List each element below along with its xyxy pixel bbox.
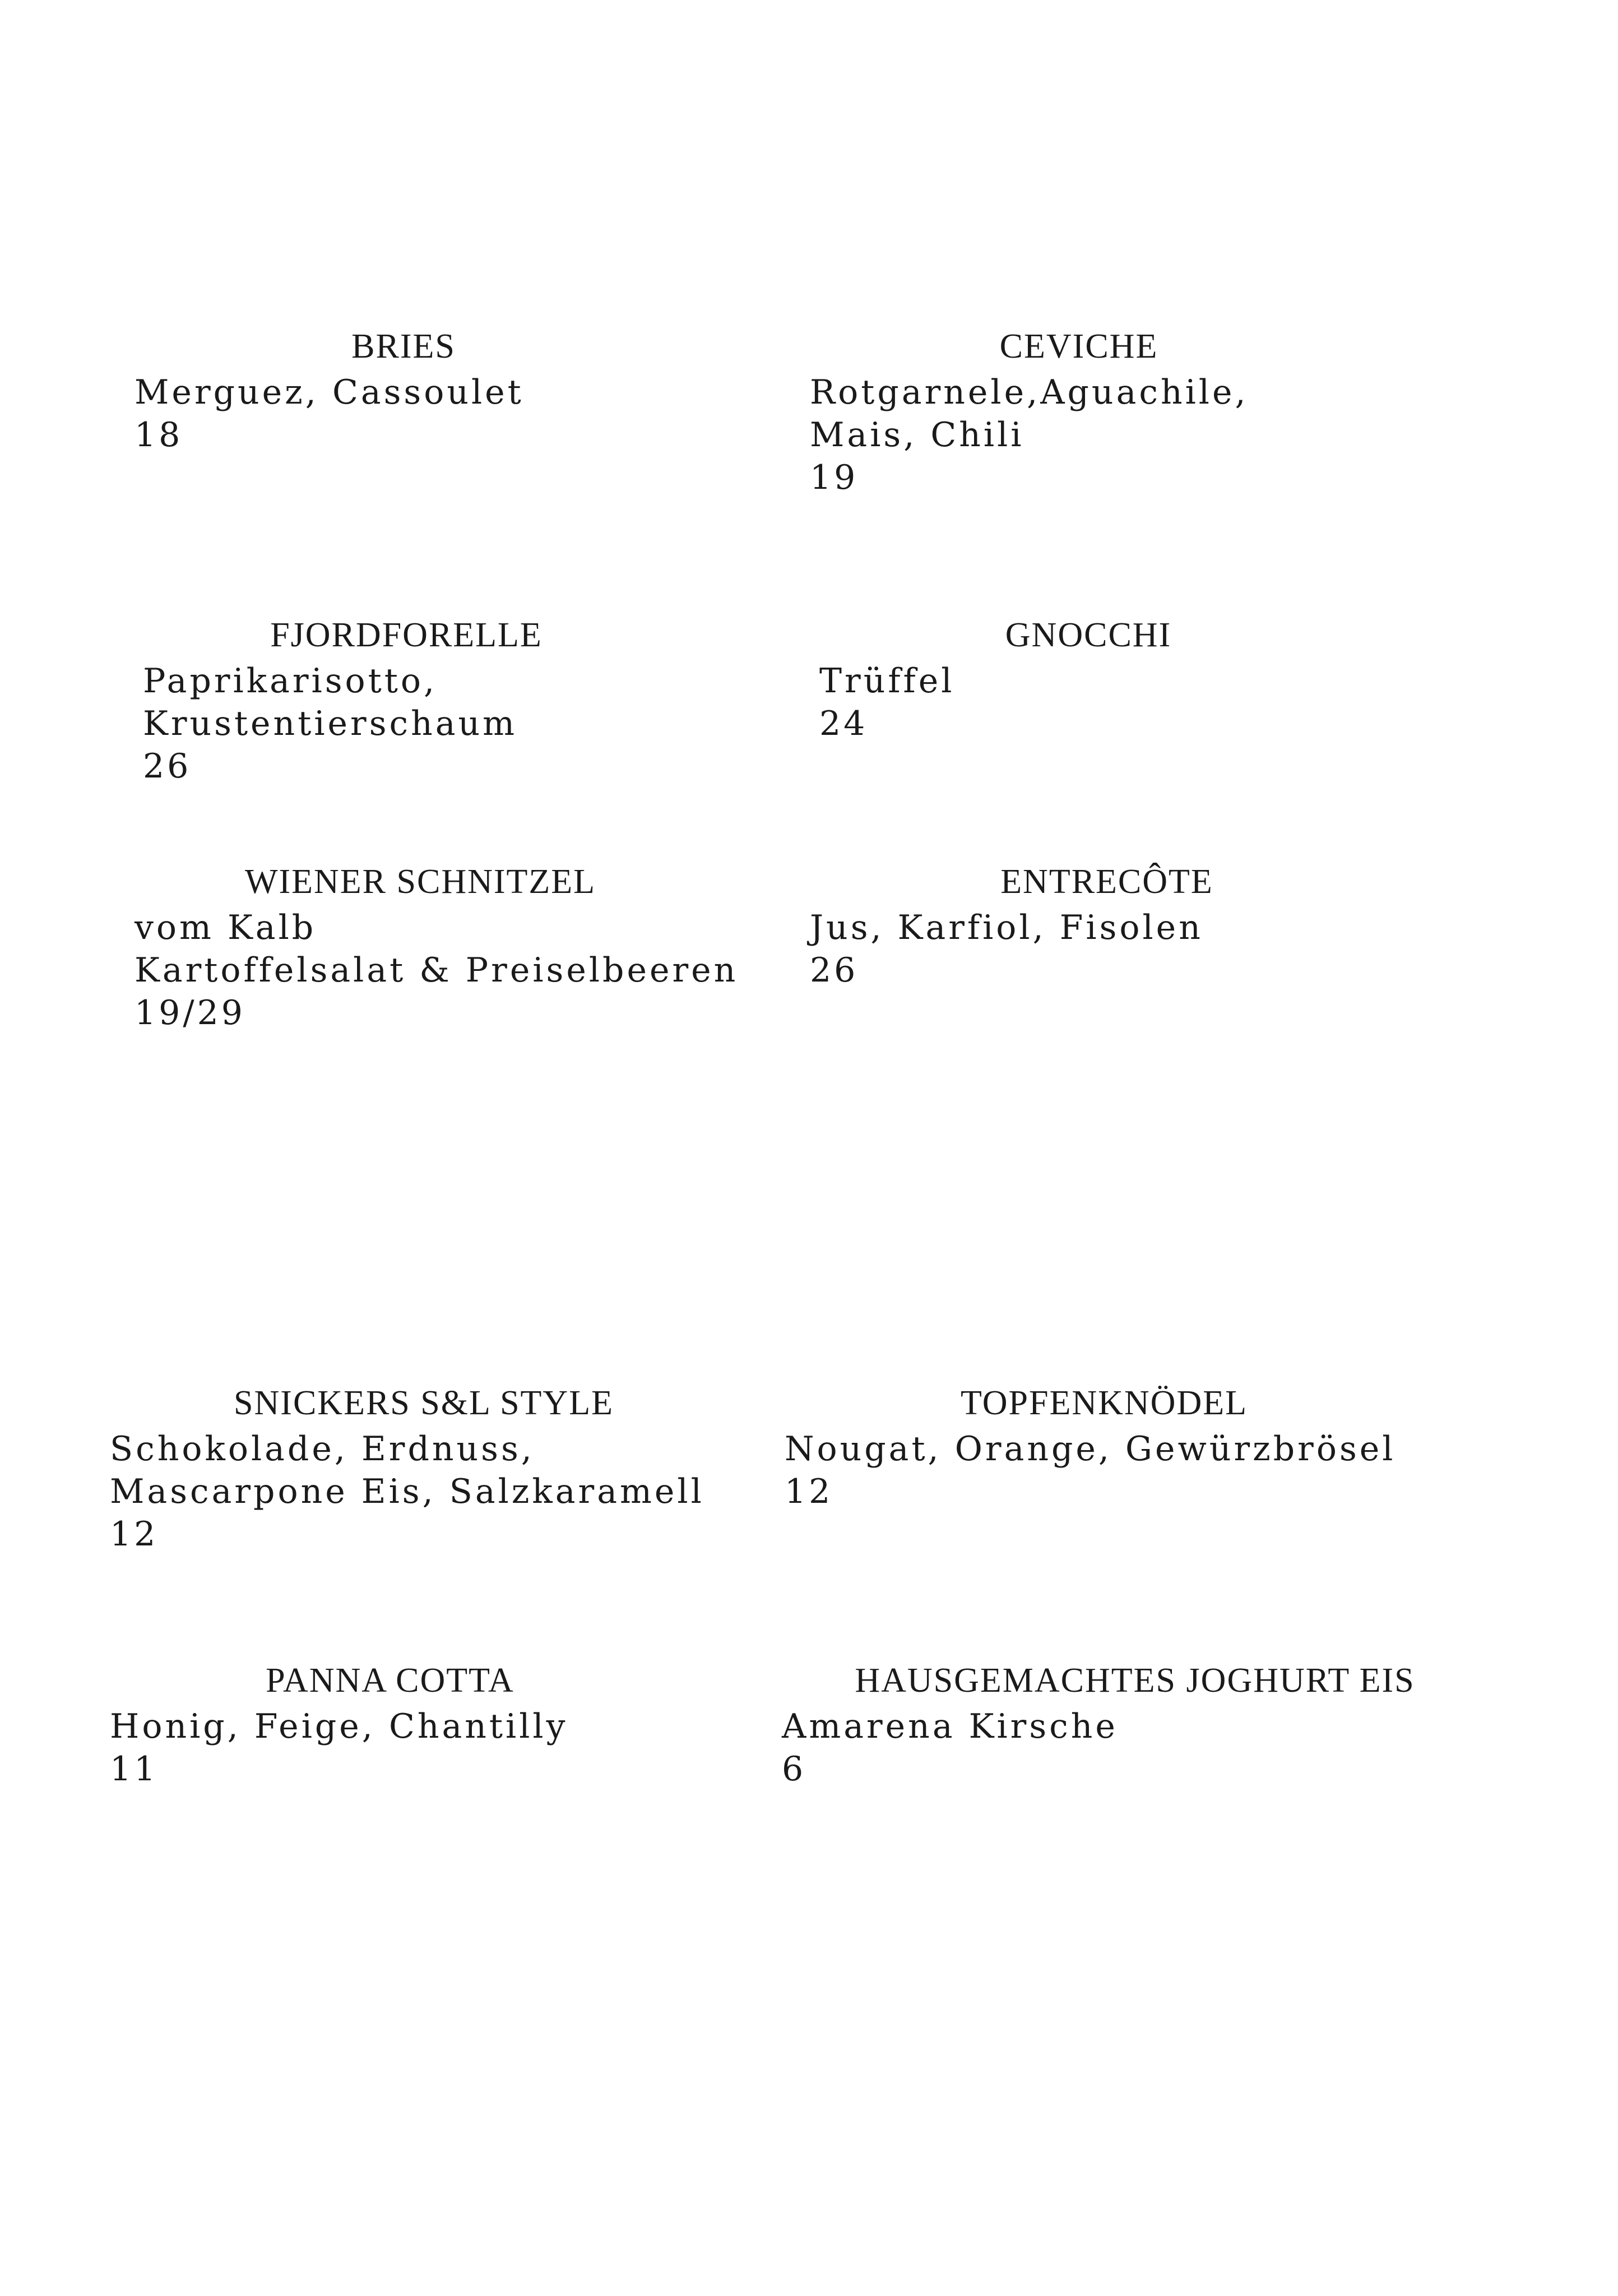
dish-description (819, 660, 1464, 702)
description-line: Jus, Karfiol, Fisolen (810, 908, 1203, 947)
dish-name: TOPFENKNÖDEL (961, 1384, 1248, 1422)
dish-name: FJORDFORELLE (270, 616, 543, 654)
description-line: Mais, Chili (810, 415, 1024, 455)
dish-name: HAUSGEMACHTES JOGHURT EIS (855, 1661, 1415, 1700)
dish-price: 6 (782, 1749, 806, 1789)
dish-description (785, 1428, 1429, 1470)
description-line: Trüffel (819, 661, 955, 701)
menu-item-snickers (110, 1382, 754, 1556)
dish-price: 11 (110, 1749, 159, 1789)
menu-item-bries (135, 325, 779, 456)
description-line: Amarena Kirsche (782, 1707, 1118, 1746)
description-line: Krustentierschaum (143, 704, 518, 743)
dish-name: ENTRECÔTE (1000, 863, 1213, 901)
dish-name: GNOCCHI (1005, 616, 1172, 654)
dish-description (110, 1705, 754, 1748)
dish-description (135, 371, 779, 414)
menu-item-ceviche (810, 325, 1454, 499)
dish-price: 24 (819, 704, 868, 743)
dish-description (782, 1705, 1426, 1748)
dish-price: 19 (810, 458, 859, 497)
dish-description (810, 371, 1454, 456)
menu-item-panna-cotta (110, 1659, 754, 1790)
menu-item-fjordforelle (143, 614, 787, 788)
description-line: Paprikarisotto, (143, 661, 438, 701)
menu-item-joghurt-eis (782, 1659, 1426, 1790)
description-line: Kartoffelsalat & Preiselbeeren (135, 951, 739, 990)
menu-item-topfenknoedel (785, 1382, 1429, 1513)
description-line: vom Kalb (135, 908, 317, 947)
description-line: Mascarpone Eis, Salzkaramell (110, 1472, 704, 1511)
description-line: Nougat, Orange, Gewürzbrösel (785, 1429, 1396, 1469)
dish-price: 26 (810, 951, 859, 990)
description-line: Rotgarnele,Aguachile, (810, 373, 1249, 412)
menu-item-gnocchi (819, 614, 1464, 745)
dish-description (143, 660, 787, 745)
dish-price: 12 (110, 1515, 159, 1554)
dish-name: WIENER SCHNITZEL (244, 863, 596, 901)
dish-name: CEVICHE (999, 327, 1158, 365)
dish-description (110, 1428, 754, 1513)
menu-item-entrecote (810, 860, 1454, 992)
dish-name: PANNA COTTA (266, 1661, 514, 1700)
dish-price: 26 (143, 747, 192, 786)
description-line: Merguez, Cassoulet (135, 373, 524, 412)
dish-price: 18 (135, 415, 183, 455)
dish-name: SNICKERS S&L STYLE (234, 1384, 614, 1422)
dish-description (810, 906, 1454, 949)
description-line: Schokolade, Erdnuss, (110, 1429, 535, 1469)
description-line: Honig, Feige, Chantilly (110, 1707, 568, 1746)
dish-price: 12 (785, 1472, 833, 1511)
dish-price: 19/29 (135, 993, 245, 1033)
menu-item-wiener-schnitzel (135, 860, 779, 1034)
dish-description (135, 906, 779, 992)
dish-name: BRIES (351, 327, 456, 365)
